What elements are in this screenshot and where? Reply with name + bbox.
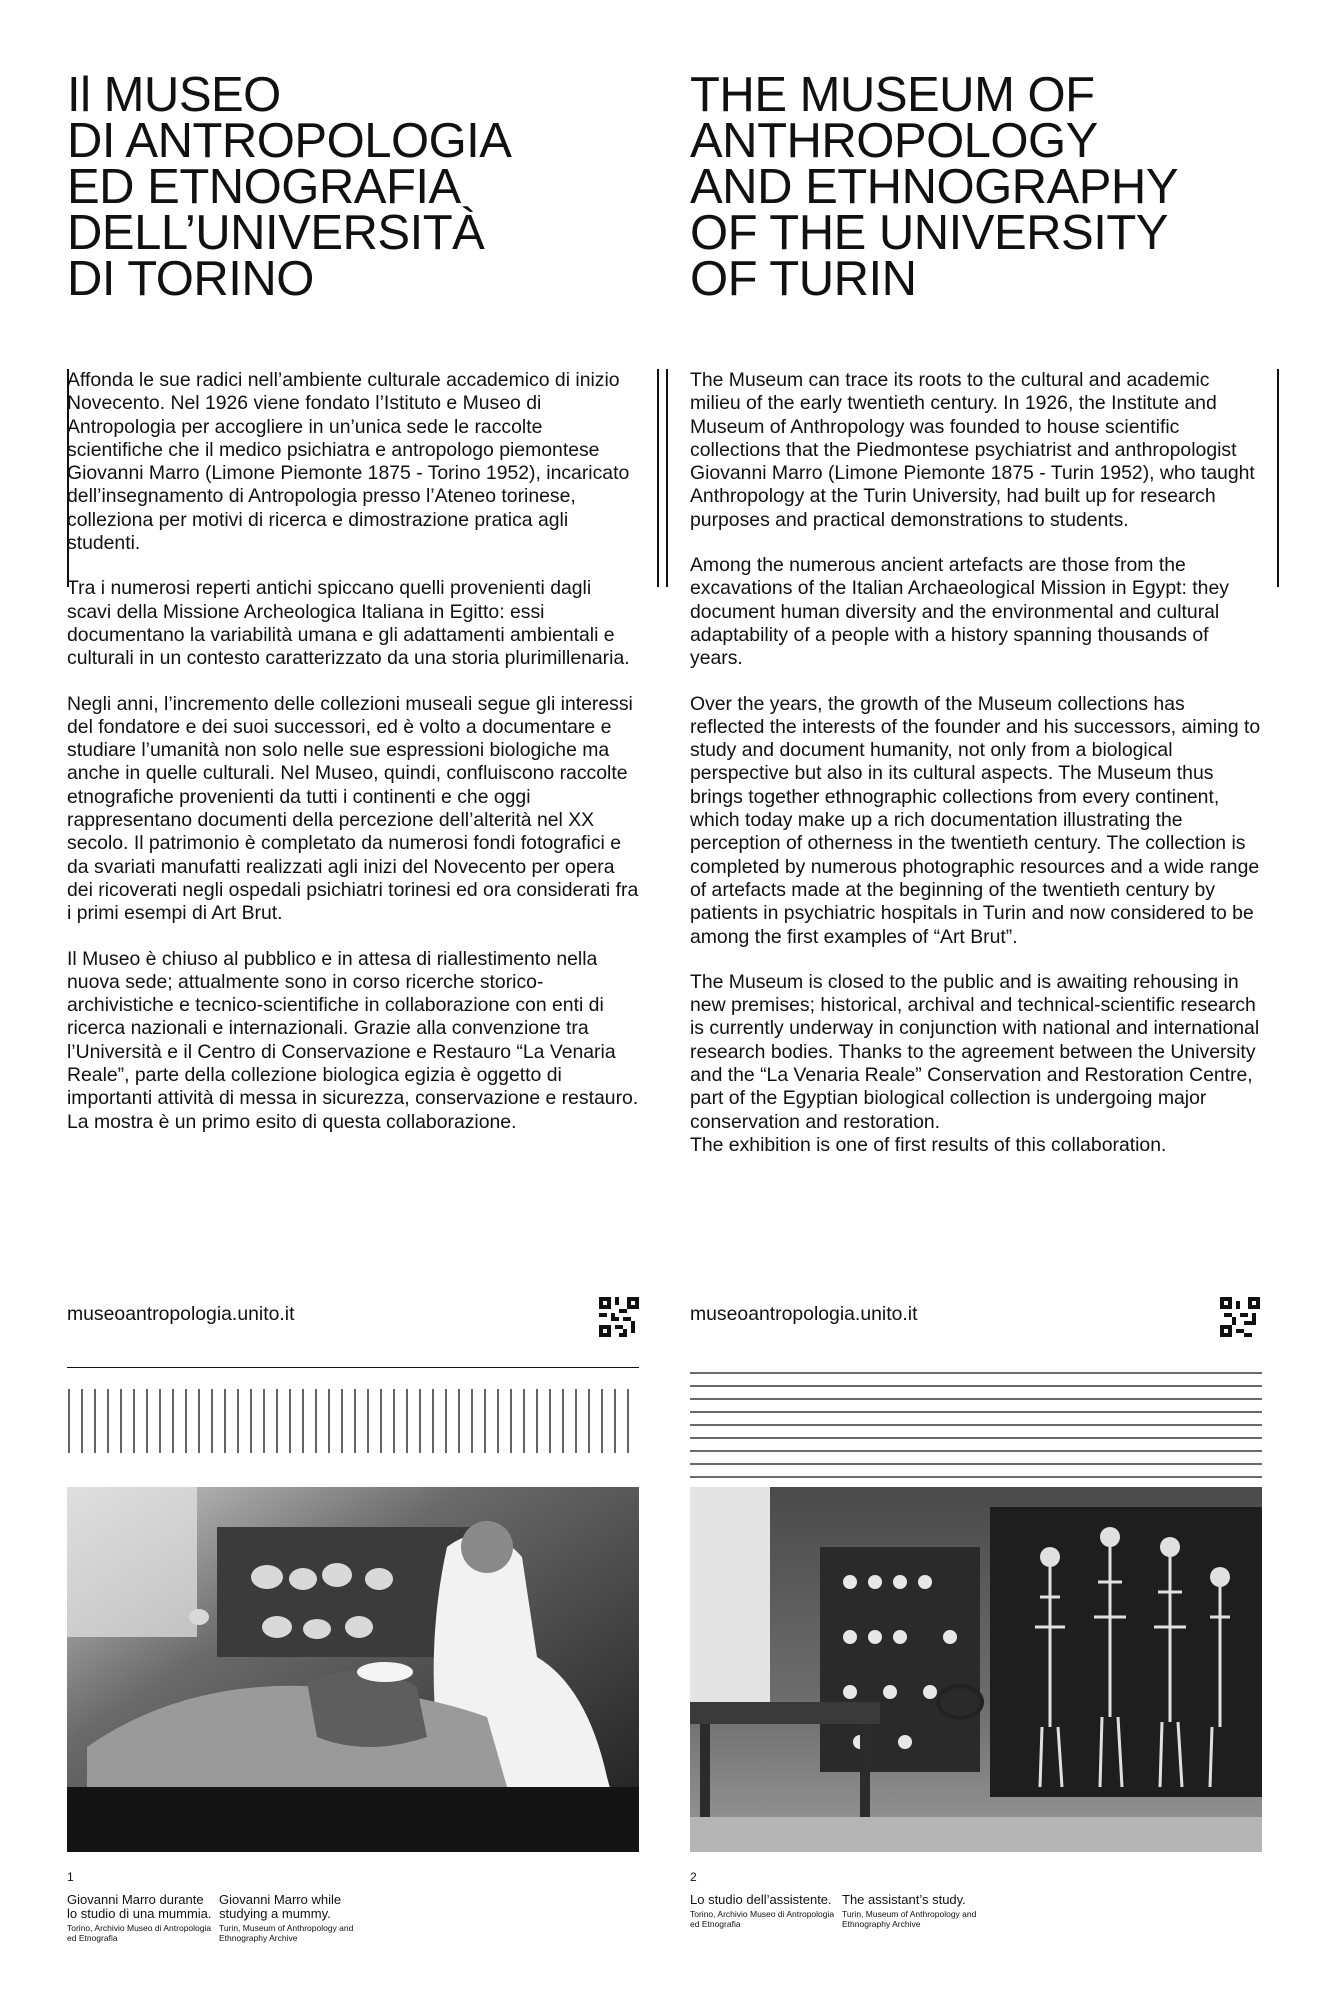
title-line: DI TORINO <box>67 252 314 306</box>
vertical-divider <box>657 369 659 587</box>
title-line: DELL’UNIVERSITÀ <box>67 206 485 260</box>
title-line: ANTHROPOLOGY <box>690 114 1098 168</box>
title-line: OF TURIN <box>690 252 917 306</box>
title-line: DI ANTROPOLOGIA <box>67 114 512 168</box>
caption-text: The assistant’s study. <box>842 1892 966 1907</box>
caption-credit: Turin, Museum of Anthropology and Ethnography Archive <box>842 1909 977 1929</box>
vertical-stripes-decoration <box>67 1389 639 1453</box>
caption-text: Lo studio dell’assistente. <box>690 1892 832 1907</box>
title-line: OF THE UNIVERSITY <box>690 206 1168 260</box>
paragraph: La mostra è un primo esito di questa collaborazione. <box>67 1110 517 1133</box>
caption-english <box>842 1893 992 1929</box>
caption-text: Giovanni Marro while studying a mummy. <box>219 1892 342 1921</box>
paragraph: The Museum is closed to the public and is awaiting rehousing in new premises; historical, archival and technical-scientific research is currently underway in conjunction with national and international research bodies. Thanks to the agreement between the University and the “La Venaria Reale” Conservation and Restoration Centre, part of the Egyptian biological collection is undergoing major conservation and restoration. <box>690 970 1260 1133</box>
caption-number: 2 <box>690 1870 697 1884</box>
english-title <box>690 68 1280 306</box>
photo-assistant-study <box>690 1487 1262 1852</box>
caption-italian <box>67 1893 217 1943</box>
caption-text: Giovanni Marro durante lo studio di una mummia. <box>67 1892 212 1921</box>
assistant-study-photo <box>690 1487 1262 1852</box>
website-link[interactable]: museoantropologia.unito.it <box>67 1303 295 1325</box>
horizontal-rule <box>67 1367 639 1368</box>
caption-number: 1 <box>67 1870 74 1884</box>
italian-body-text <box>67 369 639 1156</box>
italian-title <box>67 68 657 306</box>
caption-english <box>219 1893 369 1943</box>
mummy-study-photo <box>67 1487 639 1852</box>
title-line: Il MUSEO <box>67 68 281 122</box>
paragraph: Affonda le sue radici nell’ambiente culturale accademico di inizio Novecento. Nel 1926 viene fondato l’Istituto e Museo di Antropologia per accogliere in un’unica sede le raccolte scientifiche che il medico psichiatra e antropologo piemontese Giovanni Marro (Limone Piemonte 1875 - Torino 1952), incaricato dell’insegnamento di Antropologia presso l’Ateneo torinese, colleziona per motivi di ricerca e dimostrazione pratica agli studenti. <box>67 369 630 555</box>
english-body-text <box>690 369 1262 1179</box>
paragraph: Among the numerous ancient artefacts are those from the excavations of the Italian Archaeological Mission in Egypt: they document human diversity and the environmental and cultural adaptability of a people with a history spanning thousands of years. <box>690 554 1229 670</box>
qr-code-icon[interactable] <box>599 1297 639 1337</box>
paragraph: The Museum can trace its roots to the cultural and academic milieu of the early twentieth century. In 1926, the Institute and Museum of Anthropology was founded to house scientific collections that the Piedmontese psychiatrist and anthropologist Giovanni Marro (Limone Piemonte 1875 - Turin 1952), who taught Anthropology at the Turin University, had built up for research purposes and practical demonstrations to students. <box>690 369 1255 531</box>
paragraph: Over the years, the growth of the Museum collections has reflected the interests of the founder and his successors, aiming to study and document humanity, not only from a biological perspective but also in its cultural aspects. The Museum thus brings together ethnographic collections from every continent, which today make up a rich documentation illustrating the perception of otherness in the twentieth century. The collection is completed by numerous photographic resources and a wide range of artefacts made at the beginning of the twentieth century by patients in psychiatric hospitals in Turin and now considered to be among the first examples of “Art Brut”. <box>690 692 1261 948</box>
caption-credit: Torino, Archivio Museo di Antropologia ed Etnografia <box>67 1923 212 1943</box>
paragraph: Negli anni, l’incremento delle collezioni museali segue gli interessi del fondatore e dei suoi successori, ed è volto a documentare e studiare l’umanità non solo nelle sue espressioni biologiche ma anche in quelle culturali. Nel Museo, quindi, confluiscono raccolte etnografiche provenienti da tutti i continenti e che oggi rappresentano documenti della percezione dell’alterità nel XX secolo. Il patrimonio è completato da numerosi fondi fotografici e da svariati manufatti realizzati agli inizi del Novecento per opera dei ricoverati negli ospedali psichiatri torinesi ed ora considerati fra i primi esempi di Art Brut. <box>67 692 639 925</box>
title-line: ED ETNOGRAFIA <box>67 160 461 214</box>
website-link[interactable]: museoantropologia.unito.it <box>690 1303 918 1325</box>
paragraph: The exhibition is one of first results of this collaboration. <box>690 1133 1167 1156</box>
caption-credit: Turin, Museum of Anthropology and Ethnography Archive <box>219 1923 354 1943</box>
paragraph: Il Museo è chiuso al pubblico e in attesa di riallestimento nella nuova sede; attualmente sono in corso ricerche storico-archivistiche e tecnico-scientifiche in collaborazione con enti di ricerca nazionali e internazionali. Grazie alla convenzione tra l’Università e il Centro di Conservazione e Restauro “La Venaria Reale”, parte della collezione biologica egizia è oggetto di importanti attività di messa in sicurezza, conservazione e restauro. <box>67 947 639 1110</box>
photo-marro-mummy <box>67 1487 639 1852</box>
vertical-divider <box>1277 369 1279 587</box>
caption-italian <box>690 1893 840 1929</box>
title-line: AND ETHNOGRAPHY <box>690 160 1179 214</box>
qr-code-icon[interactable] <box>1220 1297 1260 1337</box>
caption-credit: Torino, Archivio Museo di Antropologia ed Etnografia <box>690 1909 835 1929</box>
title-line: THE MUSEUM OF <box>690 68 1095 122</box>
paragraph: Tra i numerosi reperti antichi spiccano quelli provenienti dagli scavi della Missione Archeologica Italiana in Egitto: essi documentano la variabilità umana e gli adattamenti ambientali e culturali in un contesto caratterizzato da una storia plurimillenaria. <box>67 577 630 670</box>
horizontal-stripes-decoration <box>690 1372 1262 1479</box>
vertical-divider <box>666 369 668 587</box>
